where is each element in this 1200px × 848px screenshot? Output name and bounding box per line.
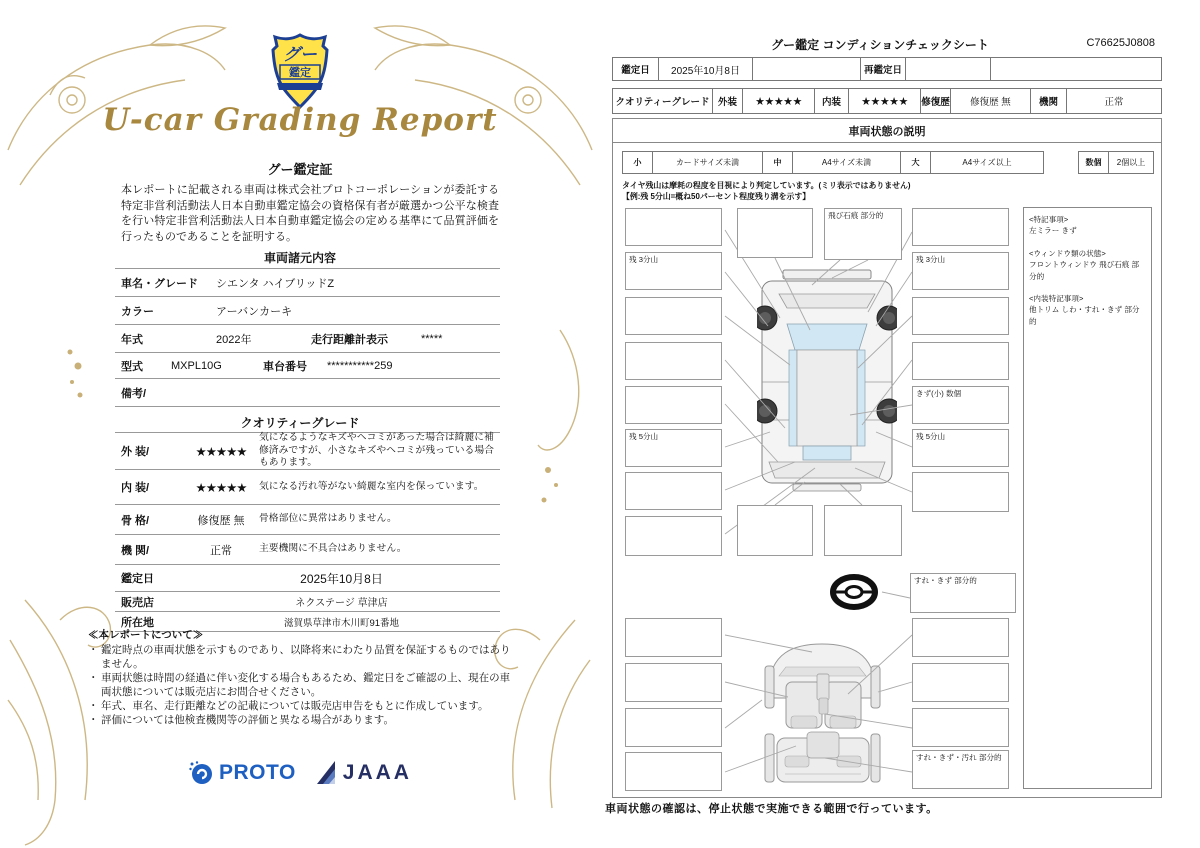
grade-label-frame: 骨 格/	[121, 514, 150, 527]
proto-logo	[188, 760, 296, 786]
size-legend	[622, 151, 1044, 174]
about-item-text: 評価については他検査機関等の評価と異なる場合があります。	[101, 713, 394, 726]
appraisal-date-table	[612, 57, 1162, 81]
grade-row-engine	[115, 535, 500, 565]
about-item-text: 鑑定時点の車両状態を示すものであり、以降将来にわたり品質を保証するものではありません。	[101, 643, 511, 670]
grade-row-frame	[115, 505, 500, 535]
spec-label-model: 型式	[121, 360, 143, 373]
annotation-box-seat-wear: すれ・きず・汚れ 部分的	[912, 750, 1009, 789]
annotation-box	[737, 208, 813, 258]
grade-desc-interior: 気になる汚れ等がない綺麗な室内を保っています。	[259, 480, 484, 492]
annotation-box	[912, 208, 1009, 246]
grade-row-exterior	[115, 433, 500, 470]
about-title: ≪本レポートについて≫	[88, 629, 204, 641]
shield-band-text: 鑑定	[289, 67, 311, 79]
annotation-box-stone-chip: 飛び石痕 部分的	[824, 208, 902, 260]
notes-line	[1029, 282, 1146, 293]
vehicle-spec-table	[115, 268, 500, 407]
report-title: U-car Grading Report	[102, 102, 498, 138]
spec-row-model	[115, 353, 500, 379]
tire-note-line2: 【例:残 5分山=概ね50パーセント程度残り溝を示す】	[622, 192, 811, 201]
spec-value-model: MXPL10G	[171, 359, 222, 372]
grade-value-engine: 正常	[210, 544, 232, 557]
annotation-box	[912, 663, 1009, 702]
legend-medium-key: 中	[763, 152, 793, 173]
annotation-box	[824, 505, 902, 556]
condition-check-sheet-page	[600, 0, 1160, 848]
exterior-label: 外装	[713, 89, 743, 113]
condition-section-title: 車両状態の説明	[613, 119, 1161, 143]
bullet-glyph: ・	[88, 699, 99, 712]
count-legend	[1078, 151, 1154, 174]
grade-desc-exterior: 気になるようなキズやヘコミがあった場合は綺麗に補修済みですが、小さなキズやヘコミが残っている場合もあります。	[259, 431, 494, 469]
annotation-box	[625, 516, 722, 556]
empty-cell	[991, 58, 1161, 80]
annotation-box	[625, 618, 722, 657]
annotation-box	[625, 752, 722, 791]
annotation-box-tread-front-right: 残 3分山	[912, 252, 1009, 290]
quality-grade-table	[115, 432, 500, 632]
engine-value: 正常	[1104, 97, 1124, 108]
grade-label-shop: 販売店	[121, 596, 154, 609]
spec-label-remarks: 備考/	[121, 387, 147, 400]
annotation-box	[912, 472, 1009, 512]
notes-line: <特記事項>	[1029, 215, 1069, 224]
about-item	[88, 644, 512, 672]
spec-value-year: 2022年	[216, 333, 252, 346]
spec-row-remarks	[115, 379, 500, 407]
annotation-box	[912, 708, 1009, 747]
spec-section-title: 車両諸元内容	[263, 251, 336, 265]
appraisal-date-label: 鑑定日	[613, 58, 659, 80]
grade-value-frame: 修復歴 無	[197, 514, 245, 527]
grade-row-shop	[115, 592, 500, 612]
grade-value-date: 2025年10月8日	[300, 571, 383, 586]
legend-count-value: 2個以上	[1116, 158, 1146, 167]
spec-label-color: カラー	[121, 305, 154, 318]
certificate-subtitle: グー鑑定証	[267, 162, 333, 177]
spec-label-odometer: 走行距離計表示	[311, 333, 388, 346]
annotation-box	[737, 505, 813, 556]
about-item	[88, 672, 512, 700]
about-item	[88, 700, 512, 714]
spec-label-year: 年式	[121, 333, 143, 346]
notes-line: フロントウィンドウ 飛び石痕 部分的	[1029, 260, 1140, 281]
annotation-box	[625, 386, 722, 424]
legend-medium-value: A4サイズ未満	[793, 152, 901, 173]
empty-cell	[753, 58, 861, 80]
jaaa-logo	[316, 760, 412, 786]
legend-large-value: A4サイズ以上	[962, 158, 1012, 167]
proto-logo-text: PROTO	[219, 761, 296, 784]
spec-label-vin: 車台番号	[263, 360, 307, 373]
spec-row-name	[115, 269, 500, 297]
grade-stars-exterior: ★★★★★	[195, 444, 247, 459]
reappraisal-date-label: 再鑑定日	[861, 58, 906, 80]
annotation-box-scratch-small: きず(小) 数個	[912, 386, 1009, 424]
legend-count-key: 数個	[1079, 152, 1109, 173]
grade-label-exterior: 外 装/	[121, 446, 150, 458]
goo-kantei-shield-logo	[271, 33, 329, 111]
spec-row-year	[115, 325, 500, 353]
sheet-title: グー鑑定 コンディションチェックシート	[771, 38, 989, 52]
legend-small-key: 小	[623, 152, 653, 173]
annotation-box	[625, 208, 722, 246]
inspection-scope-note: 車両状態の確認は、停止状態で実施できる範囲で行っています。	[605, 803, 938, 815]
bullet-glyph: ・	[88, 671, 99, 684]
grade-value-address: 滋賀県草津市木川町91番地	[283, 617, 400, 629]
spec-value-color: アーバンカーキ	[216, 305, 293, 318]
reappraisal-date-value	[906, 58, 991, 80]
certificate-intro-text: 本レポートに記載される車両は株式会社プロトコーポレーションが委託する特定非営利活動法人日本自動車鑑定協会の資格保有者が厳選かつ公平な検査を行い特定非営利活動法人日本自動車鑑定協会の定める基準にて品質評価を行ったものであることを証明する。	[121, 184, 499, 243]
annotation-box-tread-front-left: 残 3分山	[625, 252, 722, 290]
tire-note-line1: タイヤ残山は摩耗の程度を目視により判定しています。(ミリ表示ではありません)	[622, 181, 911, 190]
grade-value-shop: ネクステージ 草津店	[295, 598, 388, 609]
exterior-stars: ★★★★★	[743, 89, 815, 113]
spec-label-name: 車名・グレード	[121, 277, 198, 290]
annotation-box-tread-rear-left: 残 5分山	[625, 429, 722, 467]
bullet-glyph: ・	[88, 713, 99, 726]
grade-row-interior	[115, 470, 500, 505]
certificate-number: C76625J0808	[1086, 37, 1155, 49]
spec-value-vin: ***********259	[327, 359, 393, 372]
grade-desc-engine: 主要機関に不具合はありません。	[259, 543, 407, 555]
grade-section-title: クオリティーグレード	[240, 416, 360, 430]
grade-label-engine: 機 関/	[121, 544, 150, 557]
annotation-box-tread-rear-right: 残 5分山	[912, 429, 1009, 467]
notes-line: 他トリム しわ・すれ・きず 部分的	[1029, 305, 1140, 326]
annotation-box	[625, 297, 722, 335]
about-item-text: 年式、車名、走行距離などの記載については販売店申告をもとに作成しています。	[101, 699, 489, 712]
annotation-box	[912, 342, 1009, 380]
annotation-box	[912, 618, 1009, 657]
about-item-text: 車両状態は時間の経過に伴い変化する場合もあるため、鑑定日をご確認の上、現在の車両状態については販売店にお問合せください。	[101, 671, 511, 698]
grade-desc-frame: 骨格部位に異常はありません。	[259, 513, 397, 525]
interior-stars: ★★★★★	[849, 89, 921, 113]
repair-history-value: 修復歴 無	[951, 89, 1031, 113]
about-report-notes	[88, 629, 512, 728]
special-notes-panel	[1023, 207, 1152, 789]
grade-label-address: 所在地	[121, 616, 154, 629]
jaaa-logo-text: JAAA	[342, 761, 412, 784]
engine-label: 機関	[1031, 89, 1067, 113]
notes-line	[1029, 237, 1146, 248]
grade-stars-interior: ★★★★★	[195, 480, 247, 495]
grade-label-date: 鑑定日	[121, 573, 154, 585]
spec-row-color	[115, 297, 500, 325]
grade-row-date	[115, 565, 500, 592]
annotation-box	[625, 663, 722, 702]
grade-label-interior: 内 装/	[121, 482, 150, 494]
quality-grade-summary-table	[612, 88, 1162, 114]
spec-value-name: シエンタ ハイブリッドZ	[216, 277, 335, 290]
appraisal-date-value: 2025年10月8日	[659, 58, 753, 80]
notes-line: <内装特記事項>	[1029, 293, 1084, 303]
annotation-box	[625, 472, 722, 510]
legend-small-value: カードサイズ未満	[653, 152, 763, 173]
legend-large-key: 大	[901, 152, 931, 173]
grade-table-title: クオリティーグレード	[613, 89, 713, 113]
about-item	[88, 714, 512, 728]
footer-logos	[0, 760, 600, 786]
proto-logo-icon	[188, 760, 214, 786]
notes-line: <ウィンドウ類の状態>	[1029, 248, 1106, 258]
repair-history-label: 修復歴	[921, 89, 951, 113]
jaaa-logo-icon	[316, 760, 338, 786]
spec-value-odometer: *****	[421, 332, 443, 345]
notes-line: 左ミラー きず	[1029, 226, 1077, 236]
shield-top-text: グー	[283, 45, 317, 64]
annotation-box	[625, 708, 722, 747]
annotation-box	[912, 297, 1009, 335]
annotation-box-steering-wear: すれ・きず 部分的	[910, 573, 1016, 613]
annotation-box	[625, 342, 722, 380]
bullet-glyph: ・	[88, 643, 99, 656]
interior-label: 内装	[815, 89, 849, 113]
shield-ribbon	[277, 83, 323, 90]
